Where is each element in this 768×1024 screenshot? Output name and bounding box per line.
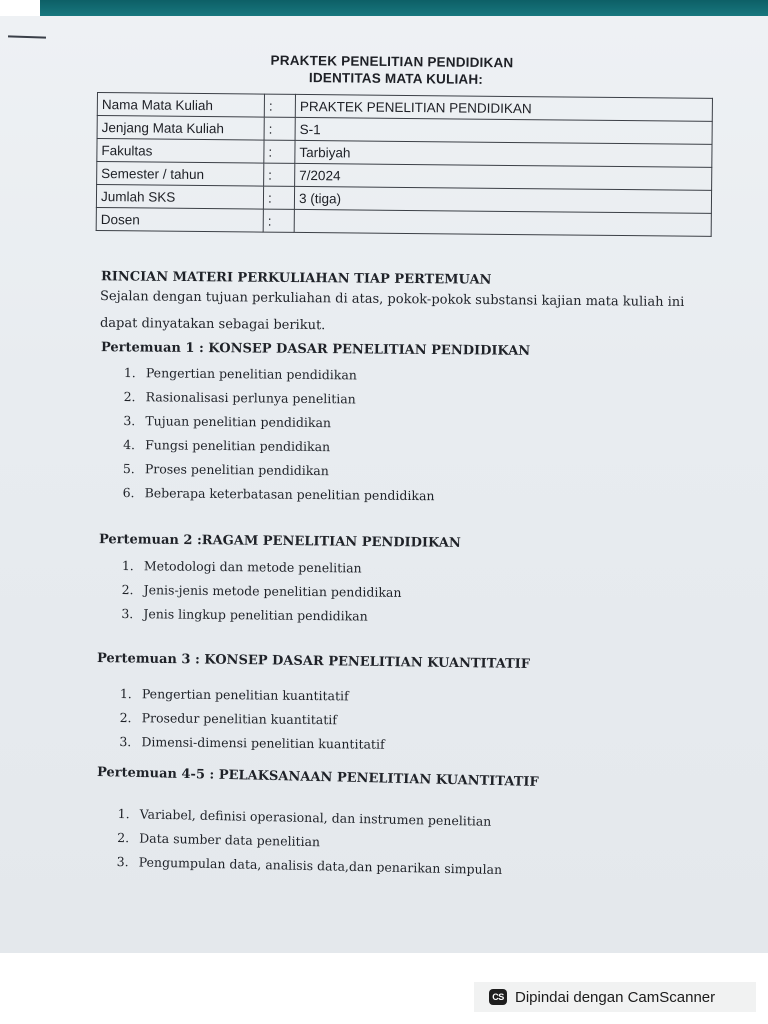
item-text: Jenis-jenis metode penelitian pendidikan (143, 582, 402, 600)
item-text: Prosedur penelitian kuantitatif (141, 710, 338, 728)
table-separator: : (263, 209, 294, 232)
list-item (121, 578, 401, 605)
table-separator: : (264, 163, 295, 186)
item-number: 3. (123, 412, 136, 429)
table-value: PRAKTEK PENELITIAN PENDIDIKAN (295, 94, 712, 121)
item-number: 6. (122, 484, 135, 501)
item-text: Variabel, definisi operasional, dan instrumen penelitian (139, 806, 492, 829)
table-separator: : (264, 117, 295, 140)
table-label: Jenjang Mata Kuliah (97, 116, 264, 141)
list-item (121, 602, 401, 629)
camscanner-logo-icon: CS (489, 989, 507, 1005)
list-item (123, 457, 435, 484)
table-label: Jumlah SKS (96, 185, 263, 210)
item-number: 3. (121, 605, 134, 622)
table-value: S-1 (295, 117, 712, 144)
item-text: Tujuan penelitian pendidikan (145, 413, 332, 431)
meeting-4-5-title: Pertemuan 4-5 : PELAKSANAAN PENELITIAN KUANTITATIF (96, 764, 539, 791)
table-label: Semester / tahun (97, 162, 264, 187)
meeting-2-topics (121, 554, 402, 629)
list-item (123, 385, 435, 412)
camscanner-watermark (474, 982, 756, 1012)
section-title: RINCIAN MATERI PERKULIAHAN TIAP PERTEMUAN (100, 269, 492, 288)
item-number: 1. (123, 364, 136, 381)
document-title: PRAKTEK PENELITIAN PENDIDIKAN (270, 52, 514, 71)
table-value: 7/2024 (295, 163, 712, 190)
item-number: 2. (119, 709, 132, 726)
list-item (122, 481, 434, 508)
item-text: Pengertian penelitian pendidikan (145, 365, 357, 383)
meeting-1-title: Pertemuan 1 : KONSEP DASAR PENELITIAN PENDIDIKAN (100, 340, 531, 359)
list-item (123, 433, 435, 460)
list-item (119, 730, 385, 757)
item-text: Rasionalisasi perlunya penelitian (145, 389, 356, 407)
item-number: 4. (123, 436, 136, 453)
list-item (119, 706, 385, 733)
item-number: 5. (122, 460, 135, 477)
intro-paragraph-line: Sejalan dengan tujuan perkuliahan di atas, pokok-pokok substansi kajian mata kuliah ini (99, 288, 685, 311)
meeting-2-title: Pertemuan 2 :RAGAM PENELITIAN PENDIDIKAN (98, 532, 461, 551)
pen-mark (8, 35, 46, 38)
table-separator: : (264, 94, 295, 117)
intro-paragraph-line: dapat dinyatakan sebagai berikut. (99, 315, 326, 334)
item-number: 1. (121, 557, 134, 574)
item-number: 2. (121, 581, 134, 598)
list-item (124, 361, 436, 388)
identity-table (96, 92, 713, 237)
list-item (123, 409, 435, 436)
list-item (120, 682, 386, 709)
table-value: Tarbiyah (295, 140, 712, 167)
item-text: Beberapa keterbatasan penelitian pendidikan (144, 485, 435, 504)
table-label: Fakultas (97, 139, 264, 164)
item-text: Dimensi-dimensi penelitian kuantitatif (141, 734, 385, 752)
item-number: 3. (116, 853, 129, 870)
item-text: Proses penelitian pendidikan (144, 461, 329, 479)
item-number: 1. (117, 805, 130, 822)
identity-heading: IDENTITAS MATA KULIAH: (308, 70, 484, 87)
meeting-1-topics (122, 361, 435, 508)
item-number: 3. (119, 733, 132, 750)
table-row (96, 207, 711, 236)
meeting-3-title: Pertemuan 3 : KONSEP DASAR PENELITIAN KUANTITATIF (96, 650, 531, 673)
document-page (0, 16, 768, 953)
item-number: 1. (119, 685, 132, 702)
table-label: Nama Mata Kuliah (97, 93, 264, 118)
item-text: Data sumber data penelitian (139, 830, 321, 850)
item-text: Pengertian penelitian kuantitatif (141, 686, 349, 704)
item-text: Metodologi dan metode penelitian (143, 558, 362, 576)
meeting-4-5-topics (116, 802, 503, 882)
table-separator: : (263, 186, 294, 209)
camscanner-label: Dipindai dengan CamScanner (515, 988, 716, 1006)
table-value: 3 (tiga) (294, 186, 711, 213)
item-number: 2. (117, 829, 130, 846)
meeting-3-topics (119, 682, 385, 757)
table-label: Dosen (96, 207, 263, 232)
item-text: Jenis lingkup penelitian pendidikan (143, 606, 368, 624)
item-text: Pengumpulan data, analisis data,dan penarikan simpulan (138, 854, 503, 878)
list-item (122, 554, 402, 581)
table-separator: : (264, 140, 295, 163)
item-text: Fungsi penelitian pendidikan (145, 437, 331, 455)
table-value (294, 209, 711, 236)
item-number: 2. (123, 388, 136, 405)
